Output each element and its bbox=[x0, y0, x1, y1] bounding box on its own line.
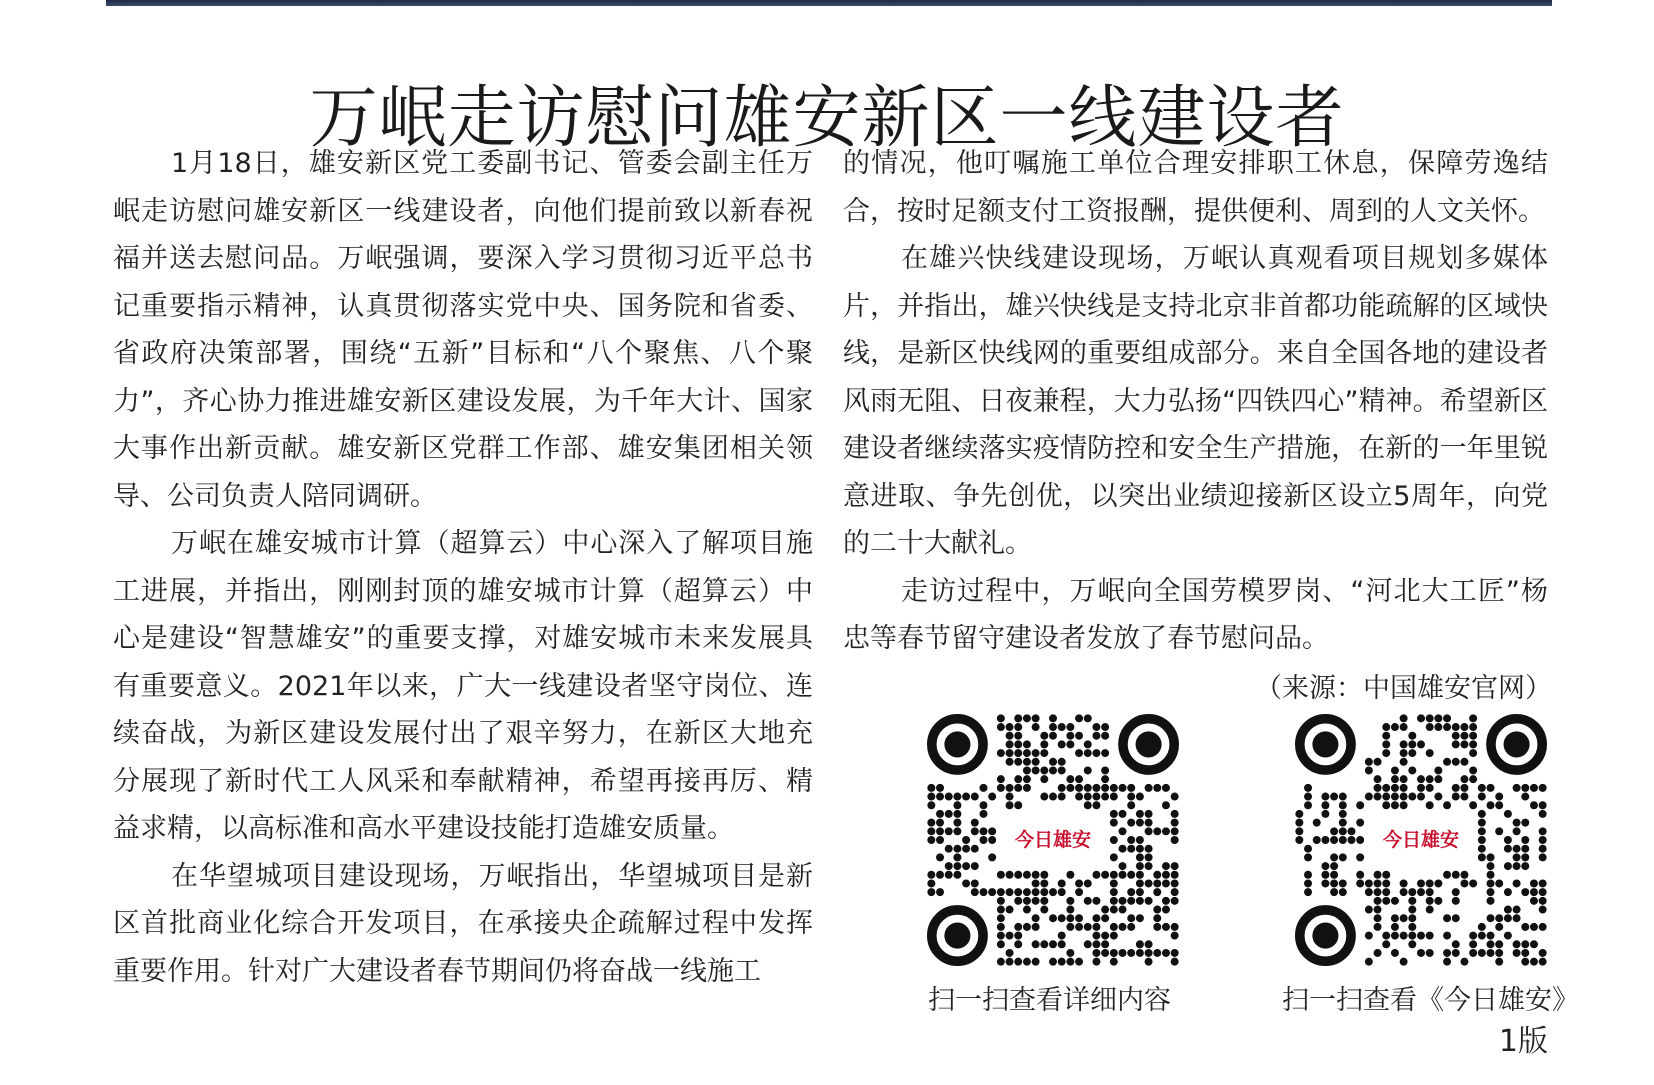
qr-code-details[interactable] bbox=[927, 714, 1179, 966]
page-number: 1版 bbox=[1498, 1024, 1548, 1059]
source-credit: （来源：中国雄安官网） bbox=[1255, 673, 1552, 704]
paragraph-3: 在华望城项目建设现场，万岷指出，华望城项目是新区首批商业化综合开发项目，在承接央企疏解过程中发挥重要作用。针对广大建设者春节期间仍将奋战一线施工 bbox=[113, 860, 813, 987]
qr-code-jinri-xiongan[interactable] bbox=[1295, 714, 1547, 966]
qr-caption-details: 扫一扫查看详细内容 bbox=[928, 985, 1171, 1016]
article-right-column bbox=[843, 140, 1548, 663]
article-left-column bbox=[113, 140, 813, 995]
top-rule bbox=[106, 0, 1552, 6]
paragraph-2: 万岷在雄安城市计算（超算云）中心深入了解项目施工进展，并指出，刚刚封顶的雄安城市计算（超算云）中心是建设“智慧雄安”的重要支撑，对雄安城市未来发展具有重要意义。2021年以来，广大一线建设者坚守岗位、连续奋战，为新区建设发展付出了艰辛努力，在新区大地充分展现了新时代工人风采和奉献精神，希望再接再厉、精益求精，以高标准和高水平建设技能打造雄安质量。 bbox=[113, 528, 813, 844]
paragraph-3-continued: 的情况，他叮嘱施工单位合理安排职工休息，保障劳逸结合，按时足额支付工资报酬，提供便利、周到的人文关怀。 bbox=[843, 148, 1548, 227]
qr-logo-jinri-xiongan: 今日雄安 bbox=[1003, 810, 1103, 866]
qr-logo-jinri-xiongan: 今日雄安 bbox=[1371, 810, 1471, 866]
paragraph-1: 1月18日，雄安新区党工委副书记、管委会副主任万岷走访慰问雄安新区一线建设者，向他们提前致以新春祝福并送去慰问品。万岷强调，要深入学习贯彻习近平总书记重要指示精神，认真贯彻落实党中央、国务院和省委、省政府决策部署，围绕“五新”目标和“八个聚焦、八个聚力”，齐心协力推进雄安新区建设发展，为千年大计、国家大事作出新贡献。雄安新区党群工作部、雄安集团相关领导、公司负责人陪同调研。 bbox=[113, 148, 813, 512]
paragraph-4: 在雄兴快线建设现场，万岷认真观看项目规划多媒体片，并指出，雄兴快线是支持北京非首都功能疏解的区域快线，是新区快线网的重要组成部分。来自全国各地的建设者风雨无阻、日夜兼程，大力弘扬“四铁四心”精神。希望新区建设者继续落实疫情防控和安全生产措施，在新的一年里锐意进取、争先创优，以突出业绩迎接新区设立5周年，向党的二十大献礼。 bbox=[843, 243, 1548, 559]
qr-caption-jinri-xiongan: 扫一扫查看《今日雄安》 bbox=[1282, 985, 1579, 1016]
paragraph-5: 走访过程中，万岷向全国劳模罗岗、“河北大工匠”杨忠等春节留守建设者发放了春节慰问品。 bbox=[843, 575, 1548, 654]
headline: 万岷走访慰问雄安新区一线建设者 bbox=[309, 78, 1345, 158]
